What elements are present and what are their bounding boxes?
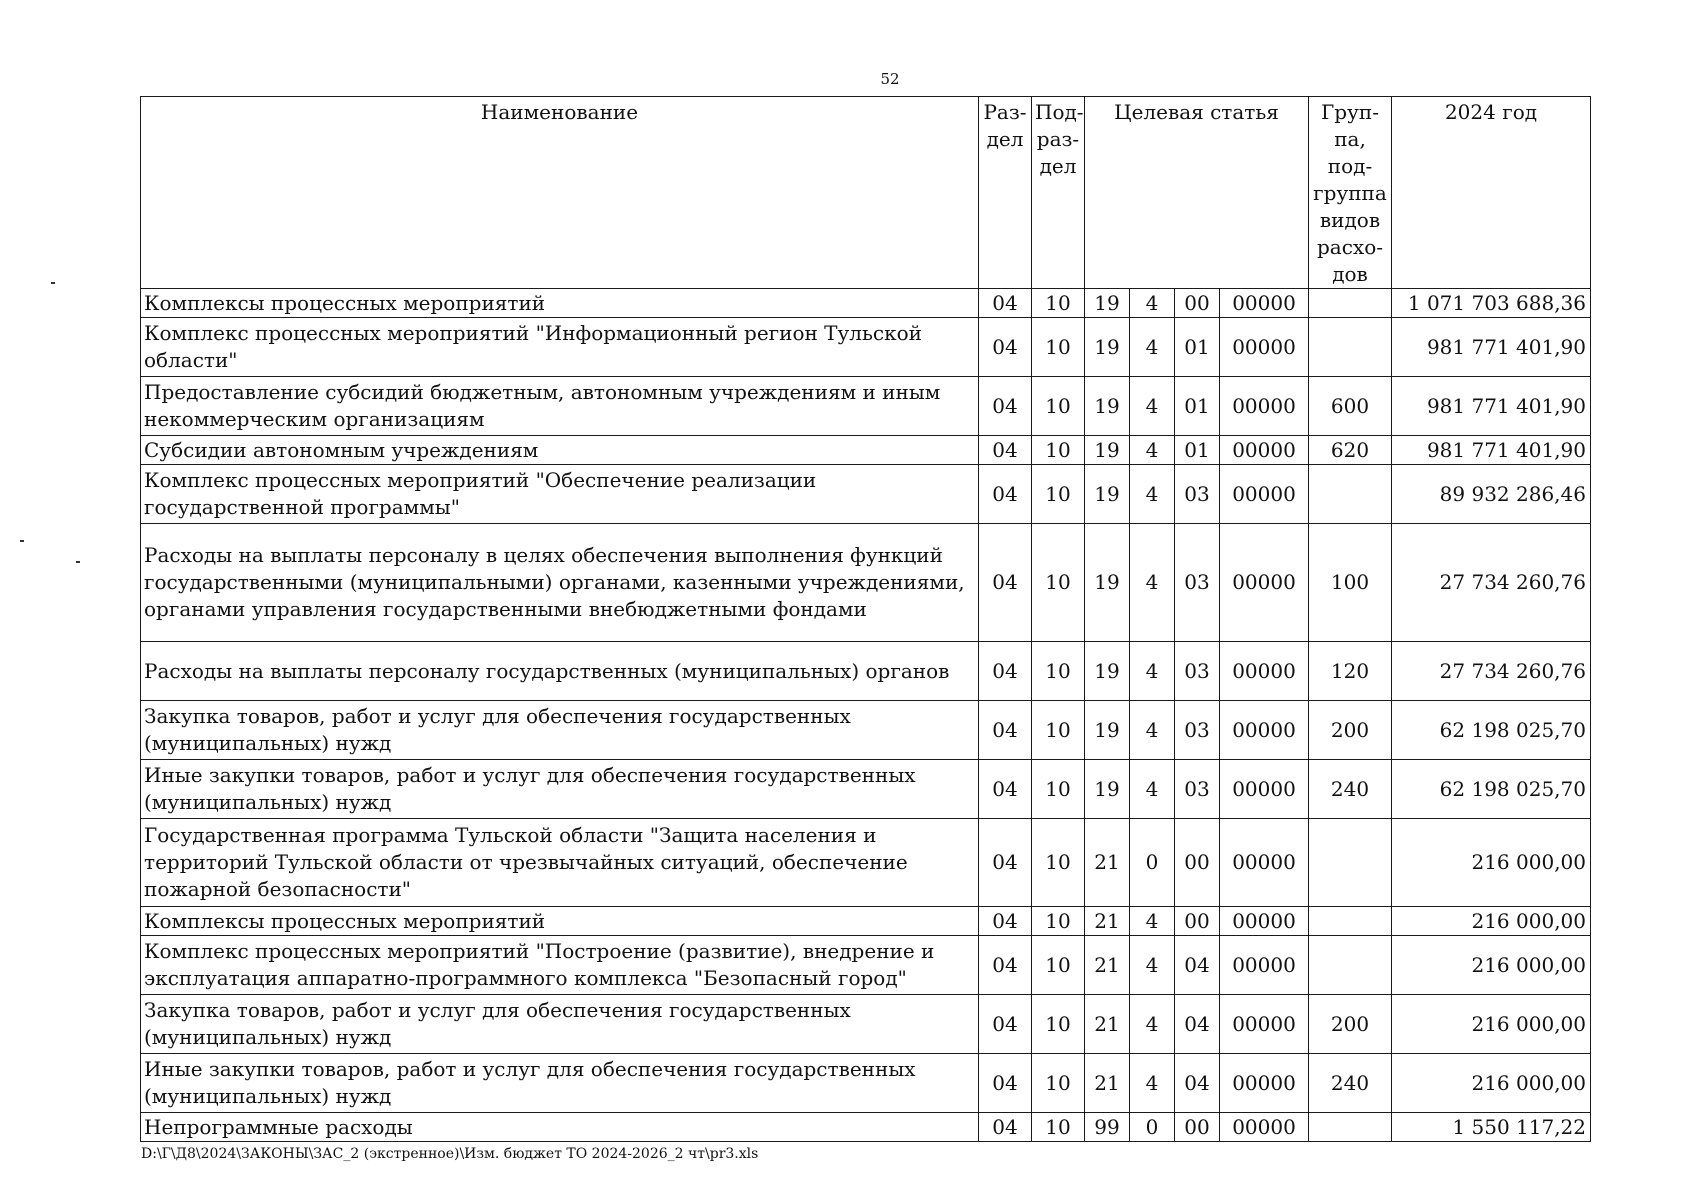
table-row [141,760,1591,819]
row-name: Комплексы процессных мероприятий [141,289,979,318]
row-target-program: 19 [1085,289,1130,318]
row-target-type: 4 [1130,289,1175,318]
row-subsection: 10 [1032,524,1085,642]
row-amount: 981 771 401,90 [1392,377,1591,436]
table-row [141,907,1591,936]
row-name: Иные закупки товаров, работ и услуг для обеспечения государственных (муниципальных) нужд [141,1054,979,1113]
table-row [141,465,1591,524]
row-expense-group: 120 [1309,642,1392,701]
row-amount: 216 000,00 [1392,819,1591,907]
row-subsection: 10 [1032,1054,1085,1113]
row-expense-group [1309,1113,1392,1142]
row-name: Субсидии автономным учреждениям [141,436,979,465]
row-section: 04 [979,465,1032,524]
row-amount: 27 734 260,76 [1392,642,1591,701]
table-row [141,524,1591,642]
row-target-direction: 03 [1175,524,1220,642]
row-subsection: 10 [1032,907,1085,936]
row-target-direction: 04 [1175,995,1220,1054]
row-amount: 981 771 401,90 [1392,436,1591,465]
row-amount: 216 000,00 [1392,1054,1591,1113]
row-target-type: 0 [1130,1113,1175,1142]
table-row [141,1113,1591,1142]
row-target-program: 21 [1085,995,1130,1054]
header-name: Наименование [141,97,979,289]
row-section: 04 [979,318,1032,377]
row-target-type: 0 [1130,819,1175,907]
row-target-program: 19 [1085,377,1130,436]
row-section: 04 [979,377,1032,436]
table-body [141,289,1591,1142]
row-target-program: 19 [1085,465,1130,524]
row-subsection: 10 [1032,936,1085,995]
row-target-code: 00000 [1220,318,1309,377]
row-target-direction: 03 [1175,465,1220,524]
table-header-row [141,97,1591,289]
row-amount: 216 000,00 [1392,995,1591,1054]
row-section: 04 [979,701,1032,760]
row-amount: 62 198 025,70 [1392,701,1591,760]
row-name: Расходы на выплаты персоналу государственных (муниципальных) органов [141,642,979,701]
table-row [141,289,1591,318]
header-section: Раз- дел [979,97,1032,289]
row-target-direction: 04 [1175,1054,1220,1113]
header-year: 2024 год [1392,97,1591,289]
scan-speck [76,561,80,563]
row-section: 04 [979,995,1032,1054]
footer-file-path: D:\Г\Д8\2024\ЗАКОНЫ\ЗАС_2 (экстренное)\Изм. бюджет ТО 2024-2026_2 чт\pr3.xls [141,1146,759,1162]
row-target-type: 4 [1130,995,1175,1054]
row-expense-group: 100 [1309,524,1392,642]
row-expense-group [1309,819,1392,907]
row-expense-group [1309,907,1392,936]
row-target-direction: 03 [1175,642,1220,701]
row-target-program: 19 [1085,760,1130,819]
row-target-code: 00000 [1220,907,1309,936]
row-target-code: 00000 [1220,760,1309,819]
row-target-direction: 00 [1175,907,1220,936]
row-amount: 62 198 025,70 [1392,760,1591,819]
row-target-type: 4 [1130,465,1175,524]
row-target-direction: 00 [1175,1113,1220,1142]
row-section: 04 [979,907,1032,936]
row-target-direction: 01 [1175,318,1220,377]
row-target-type: 4 [1130,642,1175,701]
row-target-type: 4 [1130,1054,1175,1113]
row-expense-group [1309,318,1392,377]
row-amount: 1 550 117,22 [1392,1113,1591,1142]
row-expense-group: 240 [1309,1054,1392,1113]
row-target-program: 19 [1085,318,1130,377]
row-name: Закупка товаров, работ и услуг для обеспечения государственных (муниципальных) нужд [141,701,979,760]
row-target-program: 19 [1085,642,1130,701]
table-row [141,995,1591,1054]
row-target-program: 21 [1085,1054,1130,1113]
header-expense-group: Груп- па, под- группа видов расхо- дов [1309,97,1392,289]
row-name: Комплекс процессных мероприятий "Обеспечение реализации государственной программы" [141,465,979,524]
row-target-type: 4 [1130,907,1175,936]
row-target-program: 21 [1085,936,1130,995]
row-amount: 981 771 401,90 [1392,318,1591,377]
row-target-program: 19 [1085,524,1130,642]
row-target-code: 00000 [1220,819,1309,907]
row-target-direction: 01 [1175,436,1220,465]
row-target-program: 99 [1085,1113,1130,1142]
row-expense-group [1309,289,1392,318]
row-target-program: 19 [1085,701,1130,760]
table-row [141,318,1591,377]
row-subsection: 10 [1032,819,1085,907]
row-target-program: 21 [1085,819,1130,907]
row-target-code: 00000 [1220,642,1309,701]
row-section: 04 [979,1054,1032,1113]
row-amount: 27 734 260,76 [1392,524,1591,642]
row-target-type: 4 [1130,701,1175,760]
row-target-type: 4 [1130,436,1175,465]
row-amount: 89 932 286,46 [1392,465,1591,524]
row-target-type: 4 [1130,318,1175,377]
row-subsection: 10 [1032,760,1085,819]
row-section: 04 [979,524,1032,642]
row-expense-group: 200 [1309,995,1392,1054]
row-subsection: 10 [1032,1113,1085,1142]
row-subsection: 10 [1032,642,1085,701]
row-target-code: 00000 [1220,465,1309,524]
row-target-type: 4 [1130,524,1175,642]
row-target-code: 00000 [1220,436,1309,465]
row-target-direction: 03 [1175,701,1220,760]
row-section: 04 [979,819,1032,907]
row-expense-group: 200 [1309,701,1392,760]
budget-table [140,96,1591,1142]
row-expense-group [1309,936,1392,995]
row-target-code: 00000 [1220,995,1309,1054]
row-target-program: 19 [1085,436,1130,465]
row-expense-group [1309,465,1392,524]
row-name: Непрограммные расходы [141,1113,979,1142]
row-target-type: 4 [1130,760,1175,819]
row-target-direction: 04 [1175,936,1220,995]
row-target-code: 00000 [1220,289,1309,318]
scan-speck [51,282,55,284]
row-name: Комплекс процессных мероприятий "Информационный регион Тульской области" [141,318,979,377]
row-target-code: 00000 [1220,701,1309,760]
row-amount: 216 000,00 [1392,936,1591,995]
row-target-program: 21 [1085,907,1130,936]
row-name: Комплексы процессных мероприятий [141,907,979,936]
row-target-direction: 03 [1175,760,1220,819]
row-amount: 1 071 703 688,36 [1392,289,1591,318]
row-section: 04 [979,936,1032,995]
row-name: Расходы на выплаты персоналу в целях обеспечения выполнения функций государственными (муниципальными) органами, казенными учреждениями, органами управления государственными внебюджетными фондами [141,524,979,642]
row-expense-group: 620 [1309,436,1392,465]
row-target-code: 00000 [1220,524,1309,642]
row-expense-group: 240 [1309,760,1392,819]
scan-speck [20,540,24,542]
row-name: Иные закупки товаров, работ и услуг для обеспечения государственных (муниципальных) нужд [141,760,979,819]
row-subsection: 10 [1032,436,1085,465]
table-row [141,377,1591,436]
row-section: 04 [979,1113,1032,1142]
row-amount: 216 000,00 [1392,907,1591,936]
row-target-direction: 00 [1175,289,1220,318]
header-subsection: Под- раз- дел [1032,97,1085,289]
row-target-type: 4 [1130,936,1175,995]
table-row [141,436,1591,465]
row-target-code: 00000 [1220,1113,1309,1142]
row-subsection: 10 [1032,701,1085,760]
table-row [141,701,1591,760]
row-target-code: 00000 [1220,1054,1309,1113]
row-section: 04 [979,760,1032,819]
row-subsection: 10 [1032,318,1085,377]
row-name: Комплекс процессных мероприятий "Построение (развитие), внедрение и эксплуатация аппаратно-программного комплекса "Безопасный город" [141,936,979,995]
row-subsection: 10 [1032,377,1085,436]
row-name: Государственная программа Тульской области "Защита населения и территорий Тульской области от чрезвычайных ситуаций, обеспечение пожарной безопасности" [141,819,979,907]
row-name: Предоставление субсидий бюджетным, автономным учреждениям и иным некоммерческим организациям [141,377,979,436]
header-target-article: Целевая статья [1085,97,1309,289]
row-section: 04 [979,289,1032,318]
table-row [141,1054,1591,1113]
table-row [141,819,1591,907]
row-section: 04 [979,642,1032,701]
row-target-type: 4 [1130,377,1175,436]
row-target-direction: 00 [1175,819,1220,907]
row-subsection: 10 [1032,995,1085,1054]
table-row [141,936,1591,995]
row-target-code: 00000 [1220,377,1309,436]
table-row [141,642,1591,701]
row-target-direction: 01 [1175,377,1220,436]
row-name: Закупка товаров, работ и услуг для обеспечения государственных (муниципальных) нужд [141,995,979,1054]
row-expense-group: 600 [1309,377,1392,436]
row-subsection: 10 [1032,289,1085,318]
row-subsection: 10 [1032,465,1085,524]
row-target-code: 00000 [1220,936,1309,995]
page-number: 52 [880,70,900,88]
row-section: 04 [979,436,1032,465]
